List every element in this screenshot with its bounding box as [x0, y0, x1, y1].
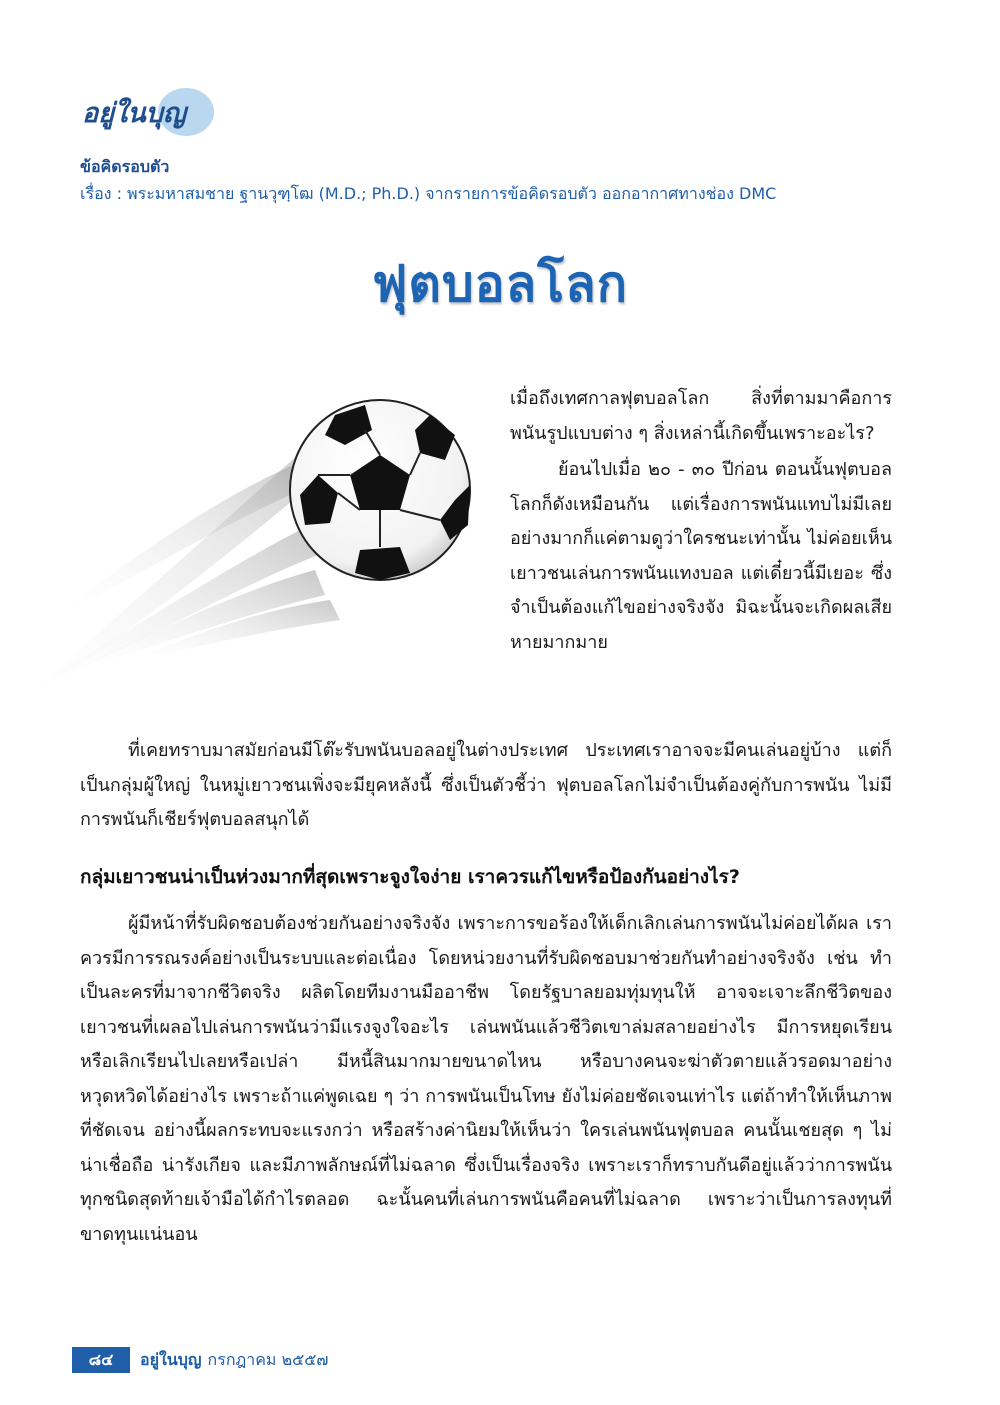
byline: เรื่อง : พระมหาสมชาย ฐานวุฑฺโฒ (M.D.; Ph.D.) จากรายการข้อคิดรอบตัว ออกอากาศทางช่อง DMC [80, 184, 777, 203]
answer1-start: ย้อนไปเมื่อ ๒๐ - ๓๐ ปีก่อน ตอนนั้นฟุตบอลโลกก็ดังเหมือนกัน แต่เรื่องการพนันแทบไม่มีเลย อย่างมากก็แค่ตามดูว่าใครชนะเท่านั้น ไม่ค่อยเห็นเยาวชนเล่นการพนันแทงบอล แต่เดี๋ยวนี้มีเยอะ ซึ่งจำเป็นต้องแก้ไขอย่างจริงจัง มิฉะนั้นจะเกิดผลเสียหายมากมาย [510, 459, 892, 653]
answer2: ผู้มีหน้าที่รับผิดชอบต้องช่วยกันอย่างจริงจัง เพราะการขอร้องให้เด็กเลิกเล่นการพนันไม่ค่อยได้ผล เราควรมีการรณรงค์อย่างเป็นระบบและต่อเนื่อง โดยหน่วยงานที่รับผิดชอบมาช่วยกันทำอย่างจริงจัง เช่น ทำเป็นละครที่มาจากชีวิตจริง ผลิตโดยทีมงานมืออาชีพ โดยรัฐบาลยอมทุ่มทุนให้ อาจจะเจาะลึกชีวิตของเยาวชนที่เผลอไปเล่นการพนันว่ามีแรงจูงใจอะไร เล่นพนันแล้วชีวิตเขาล่มสลายอย่างไร มีการหยุดเรียนหรือเลิกเรียนไปเลยหรือเปล่า มีหนี้สินมากมายขนาดไหน หรือบางคนจะฆ่าตัวตายแล้วรอดมาอย่างหวุดหวิดได้อย่างไร เพราะถ้าแค่พูดเฉย ๆ ว่า การพนันเป็นโทษ ยังไม่ค่อยชัดเจนเท่าไร แต่ถ้าทำให้เห็นภาพที่ชัดเจน อย่างนี้ผลกระทบจะแรงกว่า หรือสร้างค่านิยมให้เห็นว่า ใครเล่นพนันฟุตบอล คนนั้นเชยสุด ๆ ไม่น่าเชื่อถือ น่ารังเกียจ และมีภาพลักษณ์ที่ไม่ฉลาด ซึ่งเป็นเรื่องจริง เพราะเราก็ทราบกันดีอยู่แล้วว่าการพนันทุกชนิดสุดท้ายเจ้ามือได้กำไรตลอด ฉะนั้นคนที่เล่นการพนันคือคนที่ไม่ฉลาด เพราะว่าเป็นการลงทุนที่ขาดทุนแน่นอน [80, 913, 892, 1245]
section-name: ข้อคิดรอบตัว [80, 157, 170, 176]
article-title: ฟุตบอลโลก [371, 255, 629, 313]
page-number: ๘๔ [72, 1347, 130, 1373]
soccer-ball-illustration [0, 375, 500, 725]
answer1-continued: ที่เคยทราบมาสมัยก่อนมีโต๊ะรับพนันบอลอยู่ในต่างประเทศ ประเทศเราอาจจะมีคนเล่นอยู่บ้าง แต่ก็เป็นกลุ่มผู้ใหญ่ ในหมู่เยาวชนเพิ่งจะมียุคหลังนี้ ซึ่งเป็นตัวชี้ว่า ฟุตบอลโลกไม่จำเป็นต้องคู่กับการพนัน ไม่มีการพนันก็เชียร์ฟุตบอลสนุกได้ [80, 740, 892, 830]
magazine-logo [78, 82, 218, 144]
intro-column [510, 382, 892, 660]
intro-question: เมื่อถึงเทศกาลฟุตบอลโลก สิ่งที่ตามมาคือการพนันรูปแบบต่าง ๆ สิ่งเหล่านี้เกิดขึ้นเพราะอะไร? [510, 388, 892, 444]
magazine-name: อยู่ในบุญ [140, 1349, 202, 1369]
question2-heading: กลุ่มเยาวชนน่าเป็นห่วงมากที่สุดเพราะจูงใจง่าย เราควรแก้ไขหรือป้องกันอย่างไร? [80, 866, 740, 888]
page-footer [72, 1346, 328, 1374]
answer2-block [80, 907, 892, 1252]
answer1-continued-block [80, 734, 892, 838]
issue-date: กรกฎาคม ๒๕๕๗ [207, 1349, 329, 1369]
logo-text: อยู่ในบุญ [82, 98, 186, 129]
soccer-ball-icon [290, 400, 470, 580]
